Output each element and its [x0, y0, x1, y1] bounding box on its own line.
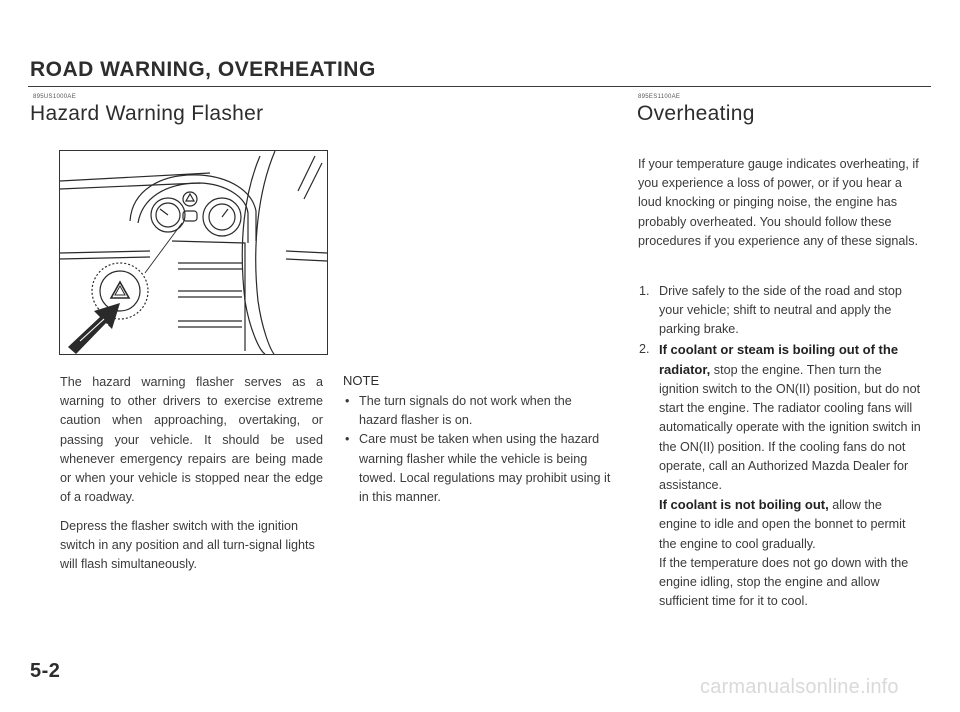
step-number: 1. [639, 284, 650, 298]
header-rule [28, 86, 931, 87]
page-number: 5-2 [30, 660, 61, 682]
step-number: 2. [639, 341, 650, 356]
overheating-heading: Overheating [637, 102, 755, 125]
hazard-heading: Hazard Warning Flasher [30, 102, 264, 125]
overheating-intro: If your temperature gauge indicates overheating, if you experience a loss of power, or if you hear a loud knocking or pinging noise, the engine has probably overheated. You should follow these procedures if you experience any of these signals. [638, 157, 919, 248]
list-item: 2. If coolant or steam is boiling out of the radiator, stop the engine. Then turn the ignition switch to the ON(II) position, but do not start the engine. The radiator cooling fans will automatically operate with the ignition switch in the ON(II) position. If the cooling fans do not operate, call an Authorized Mazda Dealer for assistance. If coolant is not boiling out, allow the engine to idle and open the bonnet to permit the engine to cool gradually. If the temperature does not go down with the engine idling, stop the engine and allow sufficient time for it to cool. [639, 341, 921, 609]
step-condition: If coolant or steam is boiling out of the radiator, [659, 341, 899, 377]
note-list [342, 392, 612, 507]
dashboard-drawing [60, 151, 327, 354]
list-item: • The turn signals do not work when the hazard flasher is on. [345, 394, 572, 428]
section-title: ROAD WARNING, OVERHEATING [30, 58, 376, 81]
hazard-usage: Depress the flasher switch with the ignition switch in any position and all turn-signal lights will flash simultaneously. [60, 519, 315, 572]
watermark: carmanualsonline.info [700, 676, 899, 698]
list-item: • Care must be taken when using the hazard warning flasher while the vehicle is being towed. Local regulations may prohibit using it in this manner. [345, 432, 611, 505]
list-item: 1. Drive safely to the side of the road and stop your vehicle; shift to neutral and apply the parking brake. [639, 284, 902, 337]
overheating-steps [637, 282, 922, 611]
bullet-icon: • [345, 432, 350, 447]
step-condition: If coolant is not boiling out, [659, 497, 829, 513]
left-section-code: 895US1000AE [33, 94, 76, 100]
note-heading: NOTE [343, 373, 380, 388]
right-section-code: 895ES1100AE [638, 94, 681, 100]
hazard-switch-illustration [59, 150, 328, 355]
bullet-icon: • [345, 394, 350, 408]
hazard-description: The hazard warning flasher serves as a warning to other drivers to exercise extreme caution when approaching, overtaking, or passing your vehicle. It should be used whenever emergency repairs are being made or when your vehicle is stopped near the edge of a roadway. [60, 375, 323, 505]
